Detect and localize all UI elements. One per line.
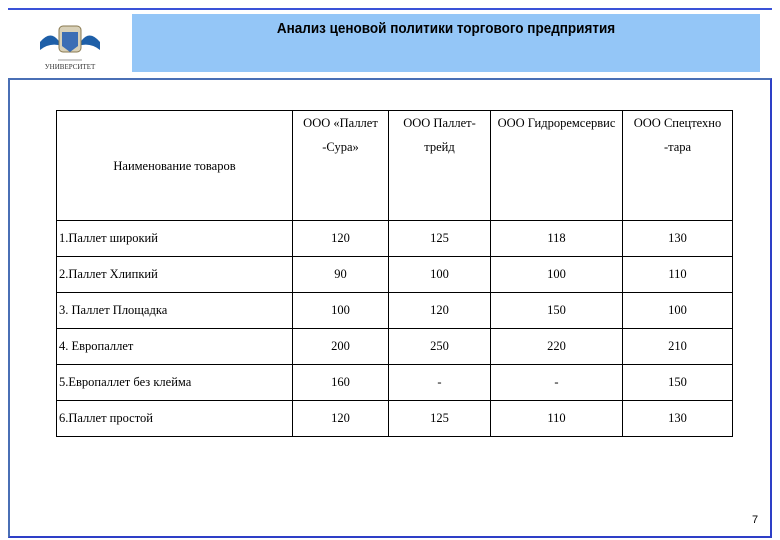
price-cell: 250 xyxy=(389,329,491,365)
price-cell: 118 xyxy=(491,221,623,257)
price-cell: 120 xyxy=(293,221,389,257)
price-cell: 160 xyxy=(293,365,389,401)
header-cell: ООО Спецтехно -тара xyxy=(623,111,733,221)
price-cell: 150 xyxy=(623,365,733,401)
university-logo xyxy=(30,16,110,72)
table-row xyxy=(57,365,733,401)
price-cell: 100 xyxy=(389,257,491,293)
price-cell: 125 xyxy=(389,221,491,257)
table-row xyxy=(57,293,733,329)
price-cell: 90 xyxy=(293,257,389,293)
header-cell: ООО «Паллет -Сура» xyxy=(293,111,389,221)
table-row xyxy=(57,329,733,365)
header-banner xyxy=(132,14,760,72)
price-cell: - xyxy=(491,365,623,401)
price-cell: 100 xyxy=(623,293,733,329)
table-row xyxy=(57,401,733,437)
price-cell: 110 xyxy=(623,257,733,293)
page-number: 7 xyxy=(752,514,759,526)
price-cell: 130 xyxy=(623,401,733,437)
price-cell: 120 xyxy=(293,401,389,437)
top-divider xyxy=(8,8,772,10)
price-cell: 100 xyxy=(293,293,389,329)
table-row xyxy=(57,221,733,257)
price-cell: 220 xyxy=(491,329,623,365)
price-cell: 110 xyxy=(491,401,623,437)
price-cell: 120 xyxy=(389,293,491,329)
product-name-cell: 5.Европаллет без клейма xyxy=(57,365,293,401)
price-cell: 130 xyxy=(623,221,733,257)
product-name-cell: 1.Паллет широкий xyxy=(57,221,293,257)
price-cell: 150 xyxy=(491,293,623,329)
product-name-cell: 2.Паллет Хлипкий xyxy=(57,257,293,293)
price-cell: - xyxy=(389,365,491,401)
header-cell: Наименование товаров xyxy=(57,111,293,221)
product-name-cell: 4. Европаллет xyxy=(57,329,293,365)
table-row xyxy=(57,257,733,293)
price-cell: 125 xyxy=(389,401,491,437)
product-name-cell: 3. Паллет Площадка xyxy=(57,293,293,329)
price-table xyxy=(56,110,733,437)
product-name-cell: 6.Паллет простой xyxy=(57,401,293,437)
svg-text:УНИВЕРСИТЕТ: УНИВЕРСИТЕТ xyxy=(44,63,96,71)
price-cell: 100 xyxy=(491,257,623,293)
header-cell: ООО Паллет-трейд xyxy=(389,111,491,221)
price-cell: 200 xyxy=(293,329,389,365)
price-cell: 210 xyxy=(623,329,733,365)
table-header-row xyxy=(57,111,733,221)
header-cell: ООО Гидроремсервис xyxy=(491,111,623,221)
page-title: Анализ ценовой политики торгового предприятия xyxy=(276,20,616,37)
